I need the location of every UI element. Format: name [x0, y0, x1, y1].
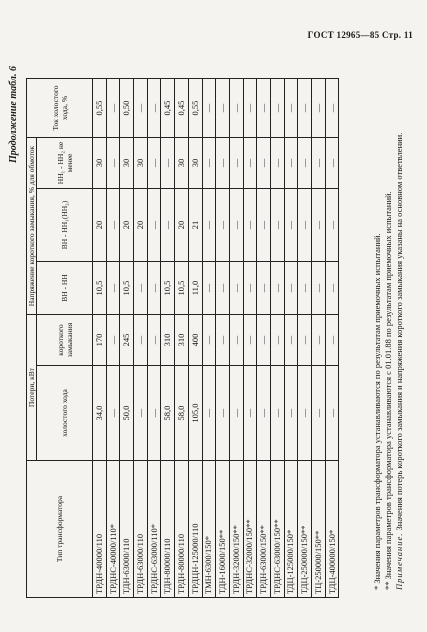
note-1: * Значения параметров трансформатора устанавливаются по результатам приемочных испытаний. — [372, 233, 382, 590]
cell-transformer-type: ТДН-16000/150** — [216, 461, 230, 598]
cell-value: — — [161, 189, 175, 262]
table-header-row — [27, 79, 37, 598]
table-row — [120, 79, 134, 598]
col-header-vn-nn1: ВН - НН₁(НН₂) — [37, 189, 93, 262]
cell-value: 10,5 — [120, 262, 134, 315]
col-header-nn1-nn2: НН₁ - НН₂ не менее — [37, 138, 93, 189]
cell-value: — — [202, 138, 216, 189]
cell-value: — — [106, 262, 120, 315]
table-row — [202, 79, 216, 598]
cell-value: 0,50 — [120, 79, 134, 138]
cell-value: — — [284, 262, 298, 315]
note-2: ** Значения параметров трансформатора устанавливаются с 01.01.88 по результатам приемочных испытаний. — [383, 191, 393, 590]
cell-value: 245 — [120, 315, 134, 366]
cell-value: — — [325, 138, 339, 189]
cell-value: 0,45 — [175, 79, 189, 138]
cell-transformer-type: ТРДН-40000/110 — [93, 461, 107, 598]
table-row — [188, 79, 202, 598]
cell-value: — — [257, 262, 271, 315]
cell-value: — — [284, 315, 298, 366]
cell-transformer-type: ТДН-63000/110 — [120, 461, 134, 598]
cell-value: — — [270, 315, 284, 366]
cell-value: — — [202, 262, 216, 315]
cell-value: — — [243, 79, 257, 138]
cell-transformer-type: ТДЦ-400000/150* — [325, 461, 339, 598]
cell-value: — — [284, 138, 298, 189]
cell-value: — — [257, 366, 271, 461]
note-3-label: Примечание. — [394, 532, 404, 590]
col-header-no-load: холостого хода — [37, 366, 93, 461]
cell-value: 30 — [175, 138, 189, 189]
cell-value: — — [325, 366, 339, 461]
cell-value: — — [147, 366, 161, 461]
table-row — [106, 79, 120, 598]
cell-value: — — [134, 366, 148, 461]
cell-value: — — [270, 189, 284, 262]
cell-value: — — [243, 315, 257, 366]
cell-value: — — [298, 262, 312, 315]
cell-value: — — [298, 366, 312, 461]
cell-value: — — [229, 366, 243, 461]
cell-value: 400 — [188, 315, 202, 366]
table-row — [93, 79, 107, 598]
cell-transformer-type: ТРДНС-63000/110* — [147, 461, 161, 598]
cell-value: 30 — [120, 138, 134, 189]
cell-value: — — [202, 79, 216, 138]
cell-value: 10,5 — [93, 262, 107, 315]
cell-value: — — [106, 189, 120, 262]
cell-value: — — [216, 262, 230, 315]
cell-value: 50,0 — [120, 366, 134, 461]
cell-transformer-type: ТДЦ-125000/150* — [284, 461, 298, 598]
cell-value: — — [270, 366, 284, 461]
cell-value: 0,55 — [93, 79, 107, 138]
cell-value: — — [312, 262, 326, 315]
cell-value: — — [229, 315, 243, 366]
cell-value: — — [243, 366, 257, 461]
cell-value: — — [202, 366, 216, 461]
cell-value: — — [216, 315, 230, 366]
cell-value: — — [312, 189, 326, 262]
table-row — [284, 79, 298, 598]
cell-value: — — [229, 138, 243, 189]
cell-value: — — [229, 189, 243, 262]
col-header-vn-nn: ВН - НН — [37, 262, 93, 315]
table-row — [312, 79, 326, 598]
table-row — [147, 79, 161, 598]
col-header-losses: Потери, кВт — [27, 315, 37, 461]
cell-value: — — [312, 366, 326, 461]
cell-transformer-type: ТДЦ-250000/150** — [298, 461, 312, 598]
cell-transformer-type: ТРДН-63000/150** — [257, 461, 271, 598]
cell-value: 20 — [120, 189, 134, 262]
cell-value: — — [298, 189, 312, 262]
table-row — [161, 79, 175, 598]
cell-value: — — [147, 79, 161, 138]
cell-value: 170 — [93, 315, 107, 366]
cell-value: — — [134, 315, 148, 366]
cell-value: 21 — [188, 189, 202, 262]
col-header-type: Тип трансформатора — [27, 461, 93, 598]
cell-value: — — [216, 366, 230, 461]
cell-transformer-type: ТРДНС-32000/150** — [243, 461, 257, 598]
cell-value: — — [257, 315, 271, 366]
cell-value: 20 — [175, 189, 189, 262]
cell-transformer-type: ТРДН-80000/110 — [175, 461, 189, 598]
col-header-short-circuit: короткого замыкания — [37, 315, 93, 366]
cell-value: — — [257, 79, 271, 138]
cell-value: 20 — [134, 189, 148, 262]
cell-value: — — [325, 262, 339, 315]
cell-value: — — [312, 138, 326, 189]
table-row — [134, 79, 148, 598]
cell-transformer-type: ТРДН-63000/110 — [134, 461, 148, 598]
cell-value: — — [106, 79, 120, 138]
cell-value: 58,0 — [161, 366, 175, 461]
cell-value: — — [284, 189, 298, 262]
col-header-voltage: Напряжение короткого замыкания, % для обмоток — [27, 138, 37, 315]
cell-value: — — [298, 138, 312, 189]
cell-value: 10,5 — [161, 262, 175, 315]
table-notes — [372, 68, 405, 598]
cell-value: 30 — [134, 138, 148, 189]
note-3 — [394, 68, 405, 598]
cell-value: — — [161, 138, 175, 189]
cell-transformer-type: ТРДН-32000/150** — [229, 461, 243, 598]
cell-value: — — [257, 138, 271, 189]
cell-value: — — [106, 138, 120, 189]
cell-value: 310 — [161, 315, 175, 366]
cell-value: 310 — [175, 315, 189, 366]
cell-transformer-type: ТДН-80000/110 — [161, 461, 175, 598]
cell-value: — — [270, 262, 284, 315]
cell-value: 0,45 — [161, 79, 175, 138]
cell-value: — — [106, 366, 120, 461]
table-row — [257, 79, 271, 598]
cell-value: — — [243, 262, 257, 315]
cell-value: — — [202, 315, 216, 366]
cell-value: — — [147, 262, 161, 315]
cell-transformer-type: ТРДНС-40000/110* — [106, 461, 120, 598]
note-3-text: Значения потерь короткого замыкания и напряжения короткого замыкания указаны на основном ответвлении. — [394, 132, 404, 531]
table-row — [298, 79, 312, 598]
cell-value: 58,0 — [175, 366, 189, 461]
table-row — [325, 79, 339, 598]
rotated-page-content — [6, 58, 426, 606]
cell-value: — — [243, 138, 257, 189]
cell-value: — — [106, 315, 120, 366]
cell-transformer-type: ТРДНС-63000/150** — [270, 461, 284, 598]
table-continuation-label: Продолжение табл. 6 — [8, 66, 19, 164]
cell-value: — — [298, 315, 312, 366]
cell-transformer-type: ТЦ-250000/150** — [312, 461, 326, 598]
page-header: ГОСТ 12965—85 Стр. 11 — [307, 30, 413, 40]
cell-value: 0,55 — [188, 79, 202, 138]
cell-transformer-type: ТМН-6300/150* — [202, 461, 216, 598]
cell-value: — — [312, 79, 326, 138]
table-row — [216, 79, 230, 598]
cell-value: 105,0 — [188, 366, 202, 461]
cell-value: 10,5 — [175, 262, 189, 315]
cell-value: — — [134, 79, 148, 138]
cell-value: — — [284, 366, 298, 461]
table-row — [270, 79, 284, 598]
cell-value: — — [229, 262, 243, 315]
cell-value: — — [147, 315, 161, 366]
table-row — [243, 79, 257, 598]
cell-value: — — [298, 79, 312, 138]
cell-value: — — [325, 189, 339, 262]
cell-value: — — [243, 189, 257, 262]
table-row — [175, 79, 189, 598]
transformer-parameters-table — [26, 78, 339, 598]
cell-value: — — [216, 189, 230, 262]
cell-value: — — [284, 79, 298, 138]
cell-value: 20 — [93, 189, 107, 262]
cell-value: — — [325, 79, 339, 138]
cell-value: 30 — [93, 138, 107, 189]
cell-value: 34,0 — [93, 366, 107, 461]
col-header-current: Ток холостого хода, % — [27, 79, 93, 138]
cell-value: — — [270, 79, 284, 138]
table-row — [229, 79, 243, 598]
cell-value: 30 — [188, 138, 202, 189]
cell-value: — — [147, 189, 161, 262]
cell-value: — — [147, 138, 161, 189]
cell-value: — — [325, 315, 339, 366]
cell-value: — — [257, 189, 271, 262]
cell-value: — — [134, 262, 148, 315]
cell-value: — — [270, 138, 284, 189]
cell-value: — — [216, 138, 230, 189]
cell-value: — — [202, 189, 216, 262]
cell-value: — — [216, 79, 230, 138]
cell-value: — — [312, 315, 326, 366]
cell-value: 11,0 — [188, 262, 202, 315]
cell-value: — — [229, 79, 243, 138]
cell-transformer-type: ТРДЦН-125000/110 — [188, 461, 202, 598]
